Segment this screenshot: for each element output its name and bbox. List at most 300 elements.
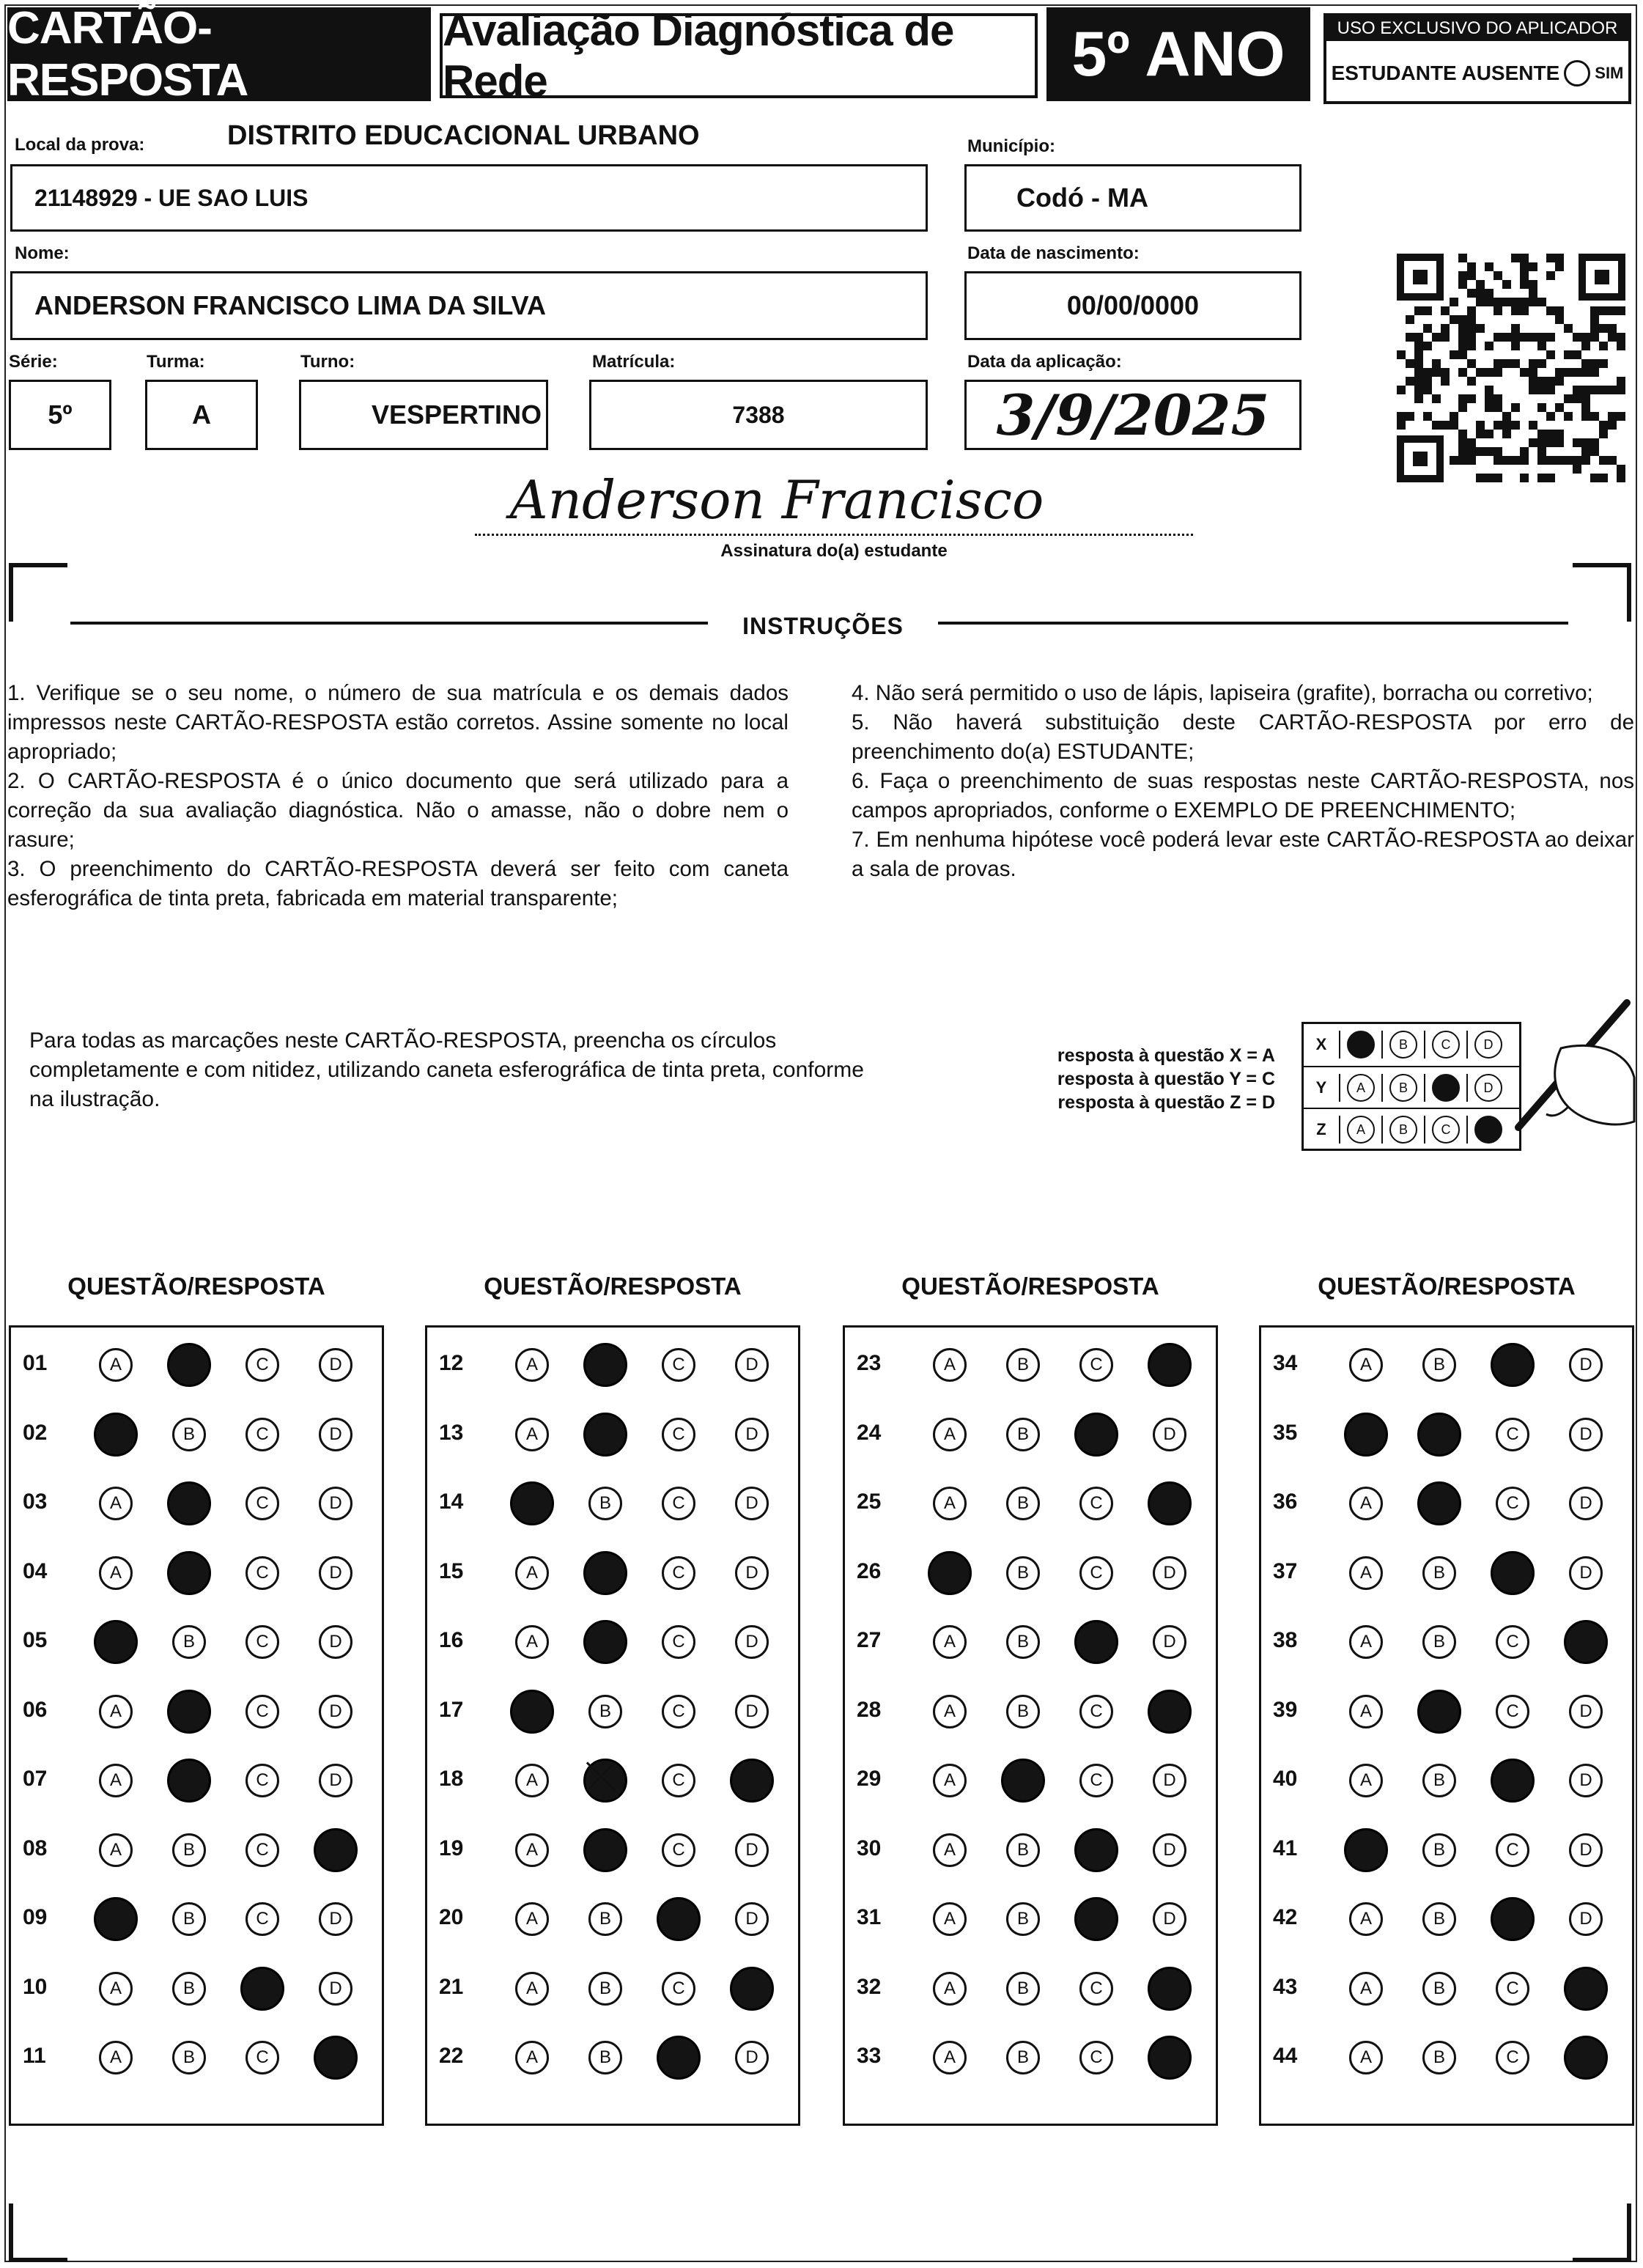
answer-bubble-c[interactable]: C xyxy=(245,1487,279,1520)
question-number: 01 xyxy=(23,1351,48,1375)
answer-bubble-b[interactable]: B xyxy=(588,1902,622,1936)
answer-bubble-d[interactable] xyxy=(1148,1343,1192,1387)
answer-bubble-a[interactable]: A xyxy=(99,1695,133,1728)
signature-line xyxy=(475,534,1193,536)
example-cell xyxy=(1339,1031,1381,1058)
legend-x: resposta à questão X = A xyxy=(1057,1045,1275,1066)
answer-bubble-d[interactable]: D xyxy=(1153,1556,1186,1590)
aplicacao-label: Data da aplicação: xyxy=(967,352,1122,372)
answer-bubble-b[interactable]: B xyxy=(1006,1972,1040,2006)
exam-title: Avaliação Diagnóstica de Rede xyxy=(440,13,1038,98)
answer-bubble-c[interactable]: C xyxy=(662,1625,695,1659)
ausente-checkbox[interactable] xyxy=(1564,60,1590,86)
answer-bubble-c[interactable]: C xyxy=(662,1348,695,1382)
question-row xyxy=(1261,1885,1632,1954)
answer-bubble-c[interactable] xyxy=(657,2036,701,2080)
municipio-field: Codó - MA xyxy=(964,164,1302,232)
answer-bubble-b[interactable]: B xyxy=(1422,1764,1456,1797)
answer-bubble-d[interactable]: D xyxy=(1569,1902,1603,1936)
answer-bubble-d[interactable]: D xyxy=(1569,1556,1603,1590)
answer-bubble-c[interactable]: C xyxy=(245,1833,279,1867)
example-bubble-d: D xyxy=(1474,1074,1502,1102)
answer-bubble-a[interactable]: A xyxy=(99,1972,133,2006)
question-number: 42 xyxy=(1273,1905,1298,1929)
answer-bubble-d[interactable]: D xyxy=(735,2041,769,2074)
question-number: 05 xyxy=(23,1628,48,1652)
answer-bubble-a[interactable]: A xyxy=(99,1764,133,1797)
question-number: 44 xyxy=(1273,2044,1298,2068)
answer-bubble-d[interactable] xyxy=(1564,2036,1608,2080)
corner-mark-bottom-left xyxy=(9,2203,67,2262)
answer-bubble-d[interactable]: D xyxy=(1153,1418,1186,1451)
question-number: 28 xyxy=(857,1697,882,1722)
answer-bubble-c[interactable] xyxy=(1074,1828,1118,1872)
answer-bubble-c[interactable] xyxy=(1074,1413,1118,1457)
answer-bubble-a[interactable] xyxy=(94,1620,138,1664)
question-row xyxy=(427,1954,798,2023)
answer-bubble-d[interactable]: D xyxy=(319,1487,352,1520)
answer-bubble-b[interactable] xyxy=(583,1828,627,1872)
answer-bubble-d[interactable]: D xyxy=(319,1418,352,1451)
question-number: 17 xyxy=(439,1697,464,1722)
answer-bubble-d[interactable] xyxy=(314,2036,358,2080)
matricula-field: 7388 xyxy=(589,380,928,450)
instruction-item: 7. Em nenhuma hipótese você poderá levar este CARTÃO-RESPOSTA ao deixar a sala de provas. xyxy=(852,828,1634,881)
answer-bubble-b[interactable] xyxy=(1417,1481,1461,1525)
answer-bubble-b[interactable]: B xyxy=(1422,1833,1456,1867)
answer-bubble-b[interactable]: B xyxy=(172,1625,206,1659)
answer-bubble-a[interactable]: A xyxy=(1349,1902,1383,1936)
answer-bubble-b[interactable] xyxy=(167,1759,211,1803)
answer-panel xyxy=(9,1325,384,2126)
question-number: 34 xyxy=(1273,1351,1298,1375)
example-row-label: Y xyxy=(1315,1078,1327,1097)
answer-bubble-d[interactable]: D xyxy=(1153,1833,1186,1867)
answer-bubble-b[interactable]: B xyxy=(1006,1902,1040,1936)
example-bubble-b: B xyxy=(1389,1074,1417,1102)
answer-bubble-a[interactable]: A xyxy=(1349,1348,1383,1382)
answer-bubble-a[interactable] xyxy=(510,1481,554,1525)
answer-bubble-b[interactable]: B xyxy=(172,1972,206,2006)
answer-bubble-d[interactable] xyxy=(1148,2036,1192,2080)
answer-bubble-b[interactable] xyxy=(1417,1413,1461,1457)
question-number: 12 xyxy=(439,1351,464,1375)
answer-bubble-c[interactable] xyxy=(1074,1897,1118,1941)
answer-bubble-d[interactable]: D xyxy=(1153,1764,1186,1797)
answer-bubble-c[interactable]: C xyxy=(662,1833,695,1867)
question-row xyxy=(1261,1954,1632,2023)
answer-bubble-c[interactable] xyxy=(1491,1759,1535,1803)
question-number: 41 xyxy=(1273,1836,1298,1860)
signature-handwritten: Anderson Francisco xyxy=(509,469,1044,531)
answer-bubble-b[interactable]: B xyxy=(1422,1556,1456,1590)
answer-bubble-d[interactable]: D xyxy=(1569,1695,1603,1728)
answer-bubble-c[interactable]: C xyxy=(1496,1972,1529,2006)
question-row xyxy=(1261,1400,1632,1469)
question-row xyxy=(427,1400,798,1469)
example-cell xyxy=(1339,1116,1381,1144)
aplicador-label: USO EXCLUSIVO DO APLICADOR xyxy=(1326,16,1628,41)
answer-bubble-c[interactable]: C xyxy=(662,1972,695,2006)
answer-bubble-d[interactable]: D xyxy=(1569,1348,1603,1382)
answer-bubble-b[interactable]: B xyxy=(1006,2041,1040,2074)
answer-bubble-d[interactable]: D xyxy=(1569,1418,1603,1451)
answer-bubble-d[interactable]: D xyxy=(319,1902,352,1936)
answer-bubble-c[interactable]: C xyxy=(662,1695,695,1728)
answer-bubble-d[interactable]: D xyxy=(319,1972,352,2006)
answer-bubble-a[interactable] xyxy=(94,1897,138,1941)
answer-bubble-b[interactable]: B xyxy=(1422,1902,1456,1936)
question-row xyxy=(845,1677,1216,1746)
answer-bubble-b[interactable]: B xyxy=(1006,1418,1040,1451)
question-row xyxy=(1261,1330,1632,1399)
answer-bubble-d[interactable]: D xyxy=(735,1695,769,1728)
question-row xyxy=(845,1469,1216,1538)
answer-bubble-a[interactable]: A xyxy=(1349,1487,1383,1520)
question-row xyxy=(1261,1469,1632,1538)
answer-bubble-b[interactable]: B xyxy=(1006,1487,1040,1520)
question-number: 43 xyxy=(1273,1974,1298,1999)
question-row xyxy=(845,1608,1216,1676)
question-number: 19 xyxy=(439,1836,464,1860)
answer-bubble-d[interactable]: D xyxy=(1569,1833,1603,1867)
answer-bubble-c[interactable] xyxy=(1491,1551,1535,1595)
answer-bubble-a[interactable]: A xyxy=(1349,1556,1383,1590)
answer-bubble-b[interactable] xyxy=(1001,1759,1045,1803)
answer-bubble-a[interactable]: A xyxy=(1349,1972,1383,2006)
answer-bubble-c[interactable]: C xyxy=(1079,1695,1113,1728)
turma-label: Turma: xyxy=(147,352,205,372)
question-number: 26 xyxy=(857,1558,882,1583)
answer-bubble-a[interactable] xyxy=(94,1413,138,1457)
question-row xyxy=(11,2023,382,2092)
question-row xyxy=(427,1539,798,1608)
answer-bubble-c[interactable]: C xyxy=(245,1348,279,1382)
corner-mark-top-right xyxy=(1573,563,1631,622)
answer-bubble-b[interactable]: B xyxy=(588,1695,622,1728)
answer-bubble-a[interactable]: A xyxy=(1349,1695,1383,1728)
question-number: 40 xyxy=(1273,1767,1298,1791)
answer-bubble-a[interactable]: A xyxy=(933,1418,967,1451)
question-row xyxy=(845,1816,1216,1885)
answer-bubble-d[interactable] xyxy=(1564,1967,1608,2011)
answer-bubble-d[interactable]: D xyxy=(735,1348,769,1382)
answer-bubble-c[interactable]: C xyxy=(1079,1487,1113,1520)
question-number: 33 xyxy=(857,2044,882,2068)
answer-bubble-b[interactable]: B xyxy=(1422,1348,1456,1382)
question-row xyxy=(1261,1608,1632,1676)
answer-bubble-a[interactable]: A xyxy=(933,1695,967,1728)
answer-bubble-b[interactable]: B xyxy=(1422,1972,1456,2006)
question-row xyxy=(427,1885,798,1954)
answer-bubble-c[interactable]: C xyxy=(662,1487,695,1520)
question-number: 08 xyxy=(23,1836,48,1860)
question-row xyxy=(11,1539,382,1608)
question-number: 13 xyxy=(439,1420,464,1445)
question-row xyxy=(427,1677,798,1746)
example-cell xyxy=(1381,1074,1424,1102)
answer-bubble-b[interactable]: B xyxy=(172,1833,206,1867)
answer-bubble-c[interactable] xyxy=(240,1967,284,2011)
local-label: Local da prova: xyxy=(15,135,145,155)
question-row xyxy=(845,1539,1216,1608)
answer-bubble-d[interactable] xyxy=(1148,1967,1192,2011)
answer-bubble-a[interactable]: A xyxy=(1349,1764,1383,1797)
question-number: 16 xyxy=(439,1628,464,1652)
answer-bubble-d[interactable]: D xyxy=(735,1556,769,1590)
answer-bubble-c[interactable]: C xyxy=(662,1764,695,1797)
example-cell xyxy=(1381,1116,1424,1144)
answer-bubble-a[interactable]: A xyxy=(99,1833,133,1867)
answer-bubble-b[interactable]: B xyxy=(1422,1625,1456,1659)
question-row xyxy=(1261,1746,1632,1815)
example-row-label: Z xyxy=(1316,1120,1326,1138)
aplicacao-field xyxy=(964,380,1302,450)
question-row xyxy=(845,1954,1216,2023)
answer-bubble-d[interactable]: D xyxy=(1569,1764,1603,1797)
question-row xyxy=(427,1816,798,1885)
answer-bubble-d[interactable] xyxy=(1564,1620,1608,1664)
answer-bubble-b[interactable] xyxy=(583,1620,627,1664)
answer-bubble-a[interactable]: A xyxy=(99,2041,133,2074)
answer-bubble-c[interactable] xyxy=(1074,1620,1118,1664)
example-bubble-c: C xyxy=(1432,1116,1460,1144)
answer-bubble-d[interactable]: D xyxy=(319,1625,352,1659)
question-number: 15 xyxy=(439,1558,464,1583)
answer-bubble-b[interactable]: B xyxy=(588,1487,622,1520)
answer-bubble-d[interactable]: D xyxy=(319,1764,352,1797)
answer-bubble-a[interactable] xyxy=(510,1690,554,1734)
nascimento-label: Data de nascimento: xyxy=(967,243,1140,263)
answer-bubble-c[interactable]: C xyxy=(245,1764,279,1797)
column-header: QUESTÃO/RESPOSTA xyxy=(901,1273,1159,1300)
question-number: 27 xyxy=(857,1628,882,1652)
answer-bubble-a[interactable]: A xyxy=(515,1833,549,1867)
example-legend xyxy=(997,1044,1275,1114)
answer-bubble-b[interactable] xyxy=(583,1551,627,1595)
answer-bubble-a[interactable]: A xyxy=(933,2041,967,2074)
answer-bubble-b[interactable]: B xyxy=(172,1902,206,1936)
column-header: QUESTÃO/RESPOSTA xyxy=(67,1273,325,1300)
answer-bubble-c[interactable]: C xyxy=(245,1695,279,1728)
question-number: 09 xyxy=(23,1905,48,1929)
answer-bubble-c[interactable]: C xyxy=(1079,1764,1113,1797)
question-row xyxy=(427,1330,798,1399)
question-number: 22 xyxy=(439,2044,464,2068)
example-bubble-a xyxy=(1347,1031,1375,1058)
question-row xyxy=(1261,1539,1632,1608)
answer-bubble-c[interactable]: C xyxy=(1079,1972,1113,2006)
example-bubble-b: B xyxy=(1389,1116,1417,1144)
answer-bubble-b[interactable]: B xyxy=(1006,1348,1040,1382)
question-number: 38 xyxy=(1273,1628,1298,1652)
question-number: 32 xyxy=(857,1974,882,1999)
answer-bubble-d[interactable]: D xyxy=(319,1695,352,1728)
card-title: CARTÃO-RESPOSTA xyxy=(7,7,431,101)
answer-bubble-a[interactable]: A xyxy=(515,1418,549,1451)
question-number: 29 xyxy=(857,1767,882,1791)
answer-bubble-d[interactable]: D xyxy=(735,1418,769,1451)
answer-bubble-d[interactable]: D xyxy=(735,1487,769,1520)
answer-bubble-a[interactable]: A xyxy=(515,1764,549,1797)
answer-bubble-b[interactable]: B xyxy=(588,1972,622,2006)
answer-bubble-b[interactable] xyxy=(167,1481,211,1525)
question-row xyxy=(427,1469,798,1538)
question-row xyxy=(845,1330,1216,1399)
answer-bubble-a[interactable]: A xyxy=(99,1487,133,1520)
answer-bubble-d[interactable]: D xyxy=(735,1625,769,1659)
turma-field: A xyxy=(145,380,258,450)
answer-bubble-a[interactable]: A xyxy=(515,1972,549,2006)
answer-bubble-a[interactable] xyxy=(1344,1828,1388,1872)
aplicador-box xyxy=(1323,13,1631,104)
corner-mark-top-left xyxy=(9,563,67,622)
nascimento-field: 00/00/0000 xyxy=(964,271,1302,340)
legend-y: resposta à questão Y = C xyxy=(1057,1069,1275,1089)
nome-field: ANDERSON FRANCISCO LIMA DA SILVA xyxy=(10,271,928,340)
question-number: 11 xyxy=(23,2044,46,2068)
answer-bubble-a[interactable]: A xyxy=(515,1556,549,1590)
answer-bubble-d[interactable]: D xyxy=(1153,1625,1186,1659)
answer-bubble-a[interactable]: A xyxy=(933,1764,967,1797)
answer-bubble-d[interactable]: D xyxy=(319,1348,352,1382)
answer-bubble-b[interactable]: B xyxy=(1422,2041,1456,2074)
answer-bubble-b[interactable]: B xyxy=(1006,1695,1040,1728)
question-row xyxy=(11,1816,382,1885)
answer-bubble-a[interactable]: A xyxy=(933,1833,967,1867)
answer-bubble-b[interactable] xyxy=(167,1343,211,1387)
answer-bubble-c[interactable]: C xyxy=(662,1556,695,1590)
answer-bubble-c[interactable]: C xyxy=(1496,1487,1529,1520)
question-number: 30 xyxy=(857,1836,882,1860)
answer-bubble-d[interactable]: D xyxy=(319,1556,352,1590)
answer-bubble-b[interactable] xyxy=(583,1759,627,1803)
question-row xyxy=(11,1677,382,1746)
question-number: 06 xyxy=(23,1697,48,1722)
answer-bubble-b[interactable] xyxy=(167,1690,211,1734)
example-bubble-b: B xyxy=(1389,1031,1417,1058)
question-row xyxy=(845,1746,1216,1815)
signature-label: Assinatura do(a) estudante xyxy=(720,541,948,561)
answer-bubble-d[interactable]: D xyxy=(1569,1487,1603,1520)
answer-bubble-b[interactable] xyxy=(1417,1690,1461,1734)
legend-z: resposta à questão Z = D xyxy=(1057,1092,1275,1113)
answer-bubble-a[interactable]: A xyxy=(515,2041,549,2074)
answer-bubble-b[interactable] xyxy=(583,1413,627,1457)
example-bubble-a: A xyxy=(1347,1074,1375,1102)
answer-bubble-d[interactable] xyxy=(1148,1690,1192,1734)
qr-modules xyxy=(1397,254,1625,482)
turno-field: VESPERTINO xyxy=(299,380,548,450)
answer-bubble-b[interactable]: B xyxy=(588,2041,622,2074)
answer-bubble-c[interactable]: C xyxy=(245,2041,279,2074)
answer-bubble-d[interactable] xyxy=(730,1759,774,1803)
answer-bubble-a[interactable]: A xyxy=(1349,2041,1383,2074)
question-row xyxy=(11,1469,382,1538)
question-row xyxy=(427,1608,798,1676)
answer-bubble-b[interactable]: B xyxy=(172,2041,206,2074)
answer-bubble-d[interactable]: D xyxy=(735,1902,769,1936)
question-number: 39 xyxy=(1273,1697,1298,1722)
column-header: QUESTÃO/RESPOSTA xyxy=(484,1273,742,1300)
sim-label: SIM xyxy=(1595,64,1624,82)
answer-bubble-d[interactable] xyxy=(1148,1481,1192,1525)
answer-bubble-c[interactable]: C xyxy=(245,1556,279,1590)
answer-bubble-c[interactable]: C xyxy=(245,1902,279,1936)
question-row xyxy=(11,1608,382,1676)
question-number: 07 xyxy=(23,1767,48,1791)
aplicacao-handwritten: 3/9/2025 xyxy=(996,382,1270,448)
answer-bubble-a[interactable] xyxy=(928,1551,972,1595)
example-cell xyxy=(1424,1116,1466,1144)
municipio-label: Município: xyxy=(967,136,1055,156)
answer-bubble-d[interactable]: D xyxy=(1153,1902,1186,1936)
answer-bubble-a[interactable]: A xyxy=(1349,1625,1383,1659)
answer-bubble-c[interactable]: C xyxy=(245,1625,279,1659)
answer-bubble-a[interactable]: A xyxy=(933,1348,967,1382)
answer-bubble-c[interactable] xyxy=(1491,1897,1535,1941)
answer-bubble-c[interactable]: C xyxy=(1496,1833,1529,1867)
answer-bubble-a[interactable]: A xyxy=(933,1487,967,1520)
answer-bubble-d[interactable]: D xyxy=(735,1833,769,1867)
answer-bubble-a[interactable]: A xyxy=(99,1556,133,1590)
answer-bubble-b[interactable] xyxy=(167,1551,211,1595)
answer-bubble-b[interactable]: B xyxy=(1006,1556,1040,1590)
example-bubble-c: C xyxy=(1432,1031,1460,1058)
answer-bubble-d[interactable] xyxy=(314,1828,358,1872)
answer-bubble-d[interactable] xyxy=(730,1967,774,2011)
answer-bubble-c[interactable]: C xyxy=(1079,2041,1113,2074)
answer-bubble-a[interactable]: A xyxy=(99,1348,133,1382)
instructions-title: INSTRUÇÕES xyxy=(742,613,904,639)
question-row xyxy=(11,1885,382,1954)
answer-bubble-c[interactable] xyxy=(657,1897,701,1941)
answer-bubble-c[interactable]: C xyxy=(1496,1695,1529,1728)
answer-bubble-a[interactable]: A xyxy=(515,1625,549,1659)
qr-code xyxy=(1397,254,1625,482)
instructions-rule-right xyxy=(938,622,1568,625)
answer-bubble-b[interactable] xyxy=(583,1343,627,1387)
example-row-label: X xyxy=(1315,1035,1327,1053)
answer-bubble-a[interactable]: A xyxy=(515,1348,549,1382)
answer-bubble-b[interactable]: B xyxy=(1006,1625,1040,1659)
answer-bubble-b[interactable]: B xyxy=(172,1418,206,1451)
answer-bubble-b[interactable]: B xyxy=(1006,1833,1040,1867)
question-number: 25 xyxy=(857,1490,882,1514)
answer-bubble-c[interactable]: C xyxy=(1496,1418,1529,1451)
answer-bubble-a[interactable]: A xyxy=(933,1972,967,2006)
answer-bubble-c[interactable] xyxy=(1491,1343,1535,1387)
question-row xyxy=(1261,1816,1632,1885)
question-row xyxy=(11,1330,382,1399)
question-row xyxy=(1261,2023,1632,2092)
question-number: 03 xyxy=(23,1490,48,1514)
answer-bubble-a[interactable]: A xyxy=(933,1625,967,1659)
answer-bubble-c[interactable]: C xyxy=(1496,2041,1529,2074)
answer-bubble-a[interactable]: A xyxy=(933,1902,967,1936)
answer-bubble-a[interactable] xyxy=(1344,1413,1388,1457)
answer-bubble-c[interactable]: C xyxy=(1079,1348,1113,1382)
answer-bubble-c[interactable]: C xyxy=(245,1418,279,1451)
school-field: 21148929 - UE SAO LUIS xyxy=(10,164,928,232)
answer-bubble-a[interactable]: A xyxy=(515,1902,549,1936)
answer-bubble-c[interactable]: C xyxy=(1496,1625,1529,1659)
answer-bubble-c[interactable]: C xyxy=(1079,1556,1113,1590)
question-number: 21 xyxy=(439,1974,464,1999)
answer-bubble-c[interactable]: C xyxy=(662,1418,695,1451)
question-number: 10 xyxy=(23,1974,48,1999)
question-row xyxy=(11,1400,382,1469)
